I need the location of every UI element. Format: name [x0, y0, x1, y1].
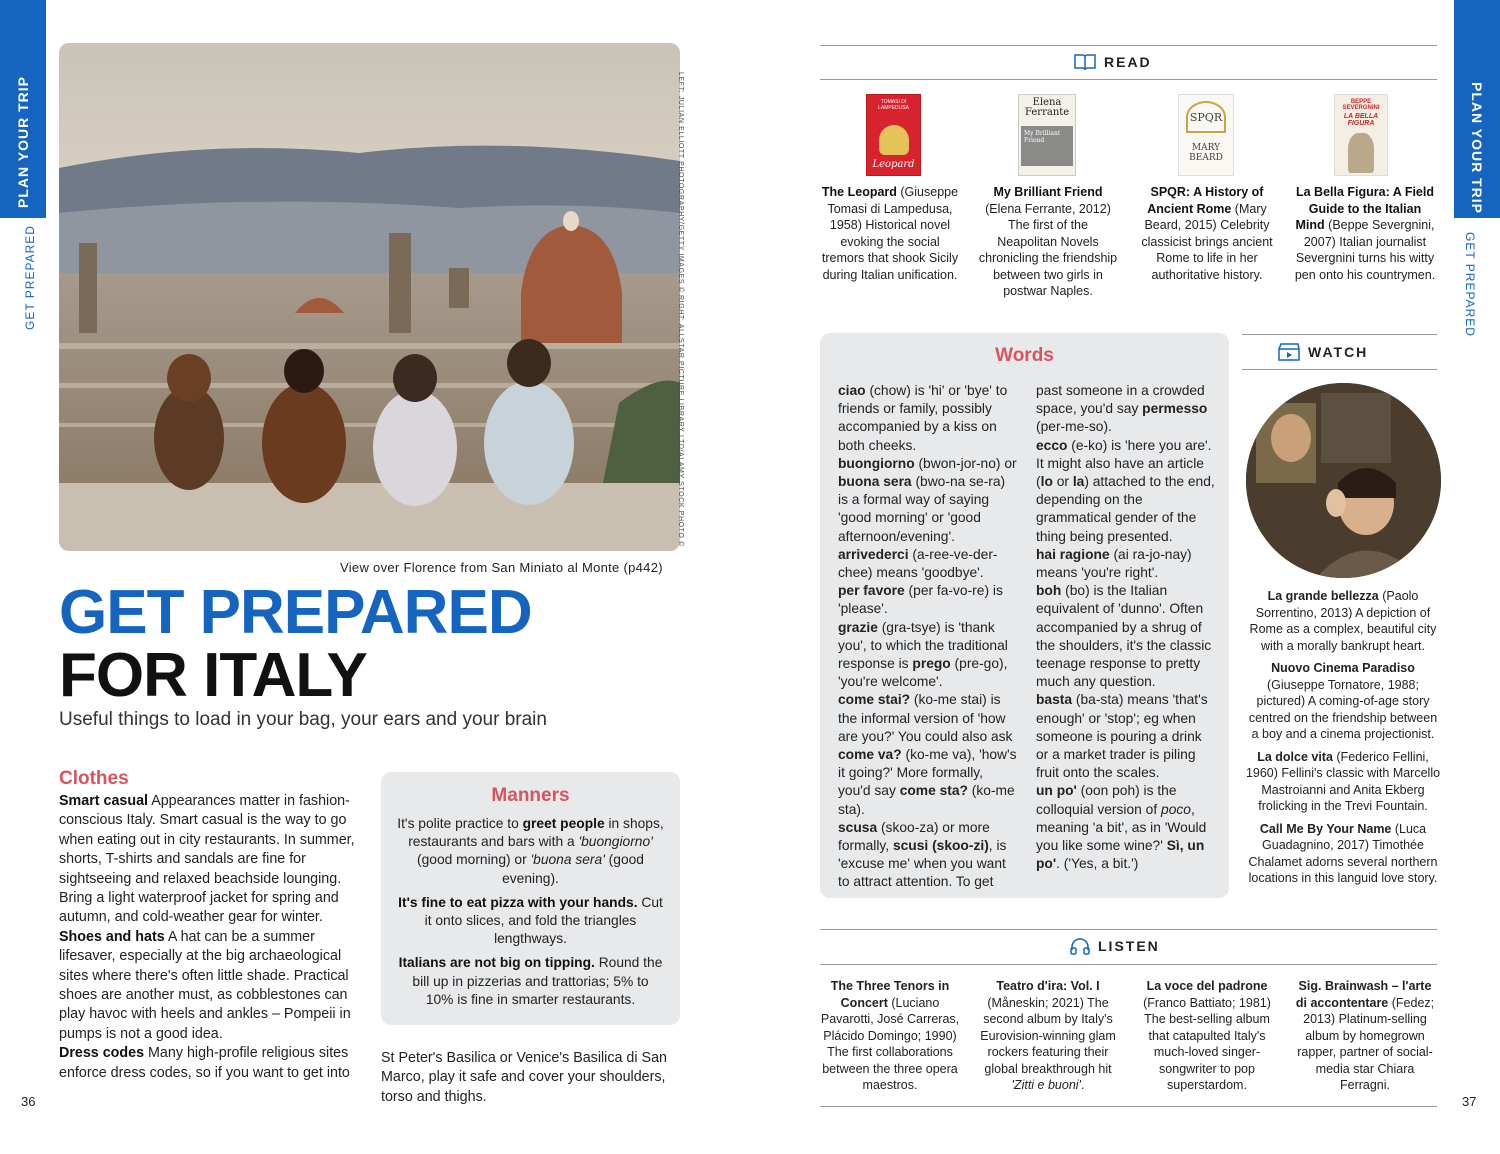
- film-item: [1244, 588, 1442, 654]
- film-still-image: [1246, 383, 1441, 578]
- words-heading: Words: [995, 345, 1054, 366]
- word-text: . ('Yes, a bit.'): [1056, 856, 1139, 872]
- word-term: un po': [1036, 783, 1077, 799]
- florence-photo: [59, 43, 680, 551]
- film-item: [1244, 660, 1442, 743]
- word-term: come va?: [838, 747, 902, 763]
- word-entry: [1036, 546, 1216, 582]
- listen-label: [1070, 937, 1160, 955]
- word-term: buona sera: [838, 474, 912, 490]
- manners-phrase: 'buona sera': [530, 852, 605, 868]
- cinema-paradiso-still: [1246, 383, 1441, 578]
- sidebar-section-label: GET PREPARED: [23, 225, 37, 330]
- book-item: [977, 184, 1119, 300]
- album-item: [819, 978, 961, 1094]
- word-text: (chow) is 'hi' or 'bye' to friends or family, possibly accompanied by a kiss on both cheeks.: [838, 383, 1008, 453]
- word-text: (per fa-vo-re) is 'please'.: [838, 583, 1003, 617]
- word-text: (ko-me stai) is the informal version of 'how are you?' You could also ask: [838, 692, 1013, 744]
- watch-rule-top: [1242, 334, 1437, 335]
- listen-rule-bottom: [820, 1106, 1437, 1107]
- film-desc: (Paolo Sorrentino, 2013) A depiction of Rome as a complex, beautiful city with a morally bankrupt heart.: [1249, 589, 1437, 653]
- book-desc: (Mary Beard, 2015) Celebrity classicist brings ancient Rome to life in her authoritative history.: [1141, 201, 1273, 282]
- book-title: SPQR: A History of Ancient Rome: [1147, 185, 1264, 216]
- album-hit: 'Zitti e buoni': [1011, 1078, 1081, 1092]
- clothes-section: [59, 768, 359, 1083]
- manners-p2: [397, 894, 664, 949]
- read-label: [1074, 53, 1152, 71]
- watch-rule-bottom: [1242, 369, 1437, 370]
- word-term: la: [1072, 474, 1085, 490]
- film-title: La dolce vita: [1257, 749, 1333, 764]
- word-term: come stai?: [838, 692, 911, 708]
- word-term: per favore: [838, 583, 905, 599]
- watch-list: [1244, 588, 1442, 893]
- word-entry: [1036, 437, 1216, 546]
- book-title: The Leopard: [821, 185, 897, 199]
- album-desc: (Franco Battiato; 1981) The best-selling album that catapulted Italy's much-loved singer-songwriter to pop superstardom.: [1143, 995, 1271, 1092]
- book-cover-brilliant-friend: [1018, 94, 1076, 176]
- cover-author: Elena Ferrante: [1025, 97, 1070, 118]
- watch-label-text: WATCH: [1308, 344, 1369, 360]
- cover-author: MARY BEARD: [1189, 143, 1223, 163]
- read-label-text: READ: [1104, 54, 1152, 70]
- word-term: Sì, un po': [1036, 838, 1205, 872]
- word-term: come sta?: [899, 783, 968, 799]
- word-entry: [838, 691, 1018, 818]
- page-title-line2: FOR ITALY: [59, 641, 367, 710]
- word-term: scusi (skoo-zi): [892, 838, 989, 854]
- word-term: ecco: [1036, 437, 1068, 453]
- page-number-right: 37: [1462, 1094, 1477, 1109]
- book-cover-leopard: [866, 94, 921, 176]
- album-desc: (Fedez; 2013) Platinum-selling album by homegrown rapper, partner of social-media star Chiara Ferragni.: [1297, 995, 1435, 1092]
- read-rule-top: [820, 45, 1437, 46]
- word-term: hai ragione: [1036, 546, 1110, 562]
- book-title: La Bella Figura: A Field Guide to the Italian Mind: [1295, 185, 1434, 232]
- sidebar-tab-right: [1454, 0, 1500, 218]
- word-term: ciao: [838, 383, 866, 398]
- word-text: (oon poh) is the colloquial version of: [1036, 783, 1177, 817]
- manners-text: It's polite practice to: [397, 816, 523, 831]
- clothes-text: A hat can be a summer lifesaver, especially at the big archaeological sites where there's often little shade. Practical shoes are another must, as cobblestones can play havoc with heels and ankles – Pompeii in pumps is not a good idea.: [59, 928, 351, 1042]
- page-subtitle: Useful things to load in your bag, your ears and your brain: [59, 709, 547, 730]
- listen-rule-mid: [820, 964, 1437, 965]
- album-title: Sig. Brainwash – l'arte di accontentare: [1295, 979, 1432, 1010]
- word-entry: [838, 819, 1018, 892]
- word-text: (ba-sta) means 'that's enough' or 'stop'; eg when someone is pouring a drink or a market trader is piling fruit onto the scales.: [1036, 692, 1208, 781]
- word-text: (ko-me sta).: [838, 783, 1015, 817]
- manners-text: (good evening).: [502, 852, 644, 886]
- florence-view-image: [59, 43, 680, 551]
- clothes-body: [59, 792, 359, 1083]
- book-cover-spqr: [1178, 94, 1234, 176]
- manners-text: in shops, restaurants and bars with a: [408, 816, 664, 850]
- headphones-icon: [1070, 937, 1090, 955]
- cover-photo: [1021, 126, 1073, 166]
- word-text: (e-ko) is 'here you are'. It might also have an article (: [1036, 437, 1212, 490]
- clothes-heading: Clothes: [59, 768, 129, 789]
- listen-label-text: LISTEN: [1098, 938, 1160, 954]
- word-text: (per-me-so).: [1036, 419, 1112, 435]
- cover-title: SPQR: [1186, 101, 1226, 133]
- album-desc-end: .: [1080, 1078, 1085, 1092]
- album-desc: (Luciano Pavarotti, José Carreras, Plácido Domingo; 1990) The first collaborations between the three opera maestros.: [820, 995, 960, 1092]
- cover-title: Leopard: [872, 159, 915, 170]
- manners-text: Round the bill up in pizzerias and trattorias; 5% to 10% is fine in smarter restaurants.: [412, 955, 663, 1007]
- film-desc: (Luca Guadagnino, 2017) Timothée Chalamet adorns several northern locations in this languid love story.: [1248, 821, 1438, 885]
- manners-phrase: 'buongiorno': [578, 834, 653, 850]
- book-desc: (Beppe Severgnini, 2007) Italian journalist Severgnini turns his witty pen onto his countrymen.: [1294, 218, 1436, 282]
- word-text: (ai ra-jo-nay) means 'you're right'.: [1036, 546, 1192, 581]
- film-title: Call Me By Your Name: [1259, 821, 1392, 836]
- album-item: [1136, 978, 1278, 1094]
- words-column-1: [838, 382, 1018, 892]
- word-entry: [838, 546, 1018, 582]
- film-title: La grande bellezza: [1267, 589, 1379, 603]
- word-term: boh: [1036, 583, 1062, 599]
- word-term: permesso: [1142, 401, 1208, 417]
- manners-term: greet people: [522, 816, 605, 831]
- word-term: lo: [1040, 474, 1053, 490]
- word-text: (pre-go), 'you're welcome'.: [838, 656, 1008, 690]
- manners-heading: Manners: [491, 785, 570, 806]
- word-term: prego: [912, 656, 951, 672]
- album-title: Teatro d'ira: Vol. I: [996, 979, 1100, 993]
- cover-author: TOMASI DI LAMPEDUSA: [878, 99, 909, 111]
- album-title: The Three Tenors in Concert: [830, 979, 950, 1010]
- word-text: (gra-tsye) is 'thank you', to which the traditional response is: [838, 619, 1008, 672]
- word-term: scusa: [838, 819, 878, 835]
- clothes-term: Shoes and hats: [59, 928, 165, 945]
- sidebar-section-label: GET PREPARED: [1463, 232, 1477, 337]
- manners-box: [381, 772, 680, 1025]
- film-item: [1244, 749, 1442, 815]
- clothes-term: Smart casual: [59, 793, 149, 809]
- read-rule-bottom: [820, 79, 1437, 80]
- sidebar-tab-label: PLAN YOUR TRIP: [1469, 82, 1485, 214]
- word-term: basta: [1036, 692, 1073, 708]
- word-entry: [838, 382, 1018, 455]
- album-title: La voce del padrone: [1146, 979, 1268, 993]
- word-entry: [1036, 382, 1216, 437]
- word-term: grazie: [838, 619, 878, 635]
- word-text: , meaning 'a bit', as in 'Would you like some wine?': [1036, 801, 1207, 854]
- word-text: (bwo-na se-ra) is a formal way of saying 'good morning' or 'good afternoon/evening'.: [838, 474, 1006, 544]
- clothes-continued: St Peter's Basilica or Venice's Basilica di San Marco, play it safe and cover your shoulders, torso and thighs.: [381, 1050, 667, 1105]
- clothes-term: Dress codes: [59, 1045, 145, 1062]
- word-text: , is 'excuse me' when you want to attract attention. To get: [838, 838, 1007, 890]
- words-column-2: [1036, 382, 1216, 873]
- word-term: buongiorno: [838, 455, 915, 471]
- album-item: [977, 978, 1119, 1094]
- word-text: (bo) is the Italian equivalent of 'dunno'. Often accompanied by a shrug of the shoulders, it's the classic teenage response to pretty much any question.: [1036, 583, 1212, 690]
- sidebar-tab-left: [0, 0, 46, 218]
- photo-credit: LEFT: JULIAN ELLIOTT PHOTOGRAPHY/GETTY IMAGES © RIGHT: ALLSTAR PICTURE LIBRARY LTD/ALAMY STOCK PHOTO ©: [677, 72, 684, 547]
- word-term: arrivederci: [838, 546, 909, 562]
- book-desc: (Elena Ferrante, 2012) The first of the Neapolitan Novels chronicling the friendship between two girls in postwar Naples.: [978, 201, 1118, 298]
- manners-p1: [397, 815, 664, 888]
- page-title-line1: GET PREPARED: [59, 578, 532, 647]
- word-entry: [838, 619, 1018, 692]
- album-desc: (Måneskin; 2021) The second album by Italy's Eurovision-winning glam rockers featuring their global breakthrough hit: [980, 995, 1116, 1076]
- book-item: [819, 184, 961, 283]
- word-text: (a-ree-ve-der-chee) means 'goodbye'.: [838, 546, 998, 581]
- photo-caption: View over Florence from San Miniato al Monte (p442): [340, 560, 663, 575]
- manners-p3: [397, 954, 664, 1009]
- word-text: past someone in a crowded space, you'd say: [1036, 383, 1205, 417]
- film-title: Nuovo Cinema Paradiso: [1271, 661, 1415, 675]
- clapperboard-icon: [1278, 343, 1300, 361]
- cover-title: My Brilliant Friend: [1024, 130, 1061, 144]
- clothes-text: Appearances matter in fashion-conscious Italy. Smart casual is the way to go when eating out in city restaurants. In summer, shorts, T-shirts and sandals are fine for sightseeing and relaxed beachside lounging. Bring a light waterproof jacket for spring and autumn, and cold-weather gear for winter.: [59, 793, 355, 926]
- word-italic: poco: [1161, 801, 1191, 817]
- film-desc: (Federico Fellini, 1960) Fellini's classic with Marcello Mastroianni and Anita Ekberg frolicking in the Trevi Fountain.: [1245, 749, 1441, 813]
- word-text: (bwon-jor-no) or: [914, 455, 1017, 471]
- book-desc: (Giuseppe Tomasi di Lampedusa, 1958) Historical novel evoking the social tremors that shook Sicily during Italian unification.: [821, 185, 959, 282]
- film-desc: (Giuseppe Tornatore, 1988; pictured) A coming-of-age story centred on the friendship between a boy and a cinema projectionist.: [1248, 677, 1438, 741]
- album-item: [1294, 978, 1436, 1094]
- book-item: [1136, 184, 1278, 283]
- word-text: (skoo-za) or more formally,: [838, 819, 990, 854]
- cover-author: BEPPE SEVERGNINI: [1342, 99, 1380, 111]
- sidebar-tab-label: PLAN YOUR TRIP: [15, 76, 31, 208]
- book-item: [1294, 184, 1436, 283]
- word-text: (ko-me va), 'how's it going?' More formally, you'd say: [838, 747, 1017, 799]
- manners-term: It's fine to eat pizza with your hands.: [398, 894, 638, 910]
- manners-term: Italians are not big on tipping.: [398, 955, 595, 971]
- word-entry: [838, 582, 1018, 618]
- page-number-left: 36: [21, 1094, 36, 1109]
- leopard-icon: [879, 125, 909, 155]
- word-entry: [1036, 691, 1216, 782]
- manners-text: Cut it onto slices, and fold the triangles lengthways.: [424, 894, 663, 947]
- clothes-text: Many high-profile religious sites enforce dress codes, so if you want to get into: [59, 1045, 350, 1081]
- word-entry: [1036, 582, 1216, 691]
- film-item: [1244, 821, 1442, 887]
- word-text: ) attached to the end, depending on the grammatical gender of the thing being presented.: [1036, 474, 1215, 544]
- book-icon: [1074, 53, 1096, 71]
- manners-text: (good morning) or: [417, 852, 531, 868]
- book-title: My Brilliant Friend: [993, 185, 1103, 199]
- cover-title: LA BELLA FIGURA: [1343, 113, 1379, 127]
- book-cover-bella-figura: [1334, 94, 1388, 176]
- word-entry: [838, 455, 1018, 546]
- word-entry: [1036, 782, 1216, 873]
- listen-rule-top: [820, 929, 1437, 930]
- figure-illustration: [1348, 133, 1374, 173]
- word-text: or: [1052, 474, 1073, 490]
- watch-label: [1278, 343, 1368, 361]
